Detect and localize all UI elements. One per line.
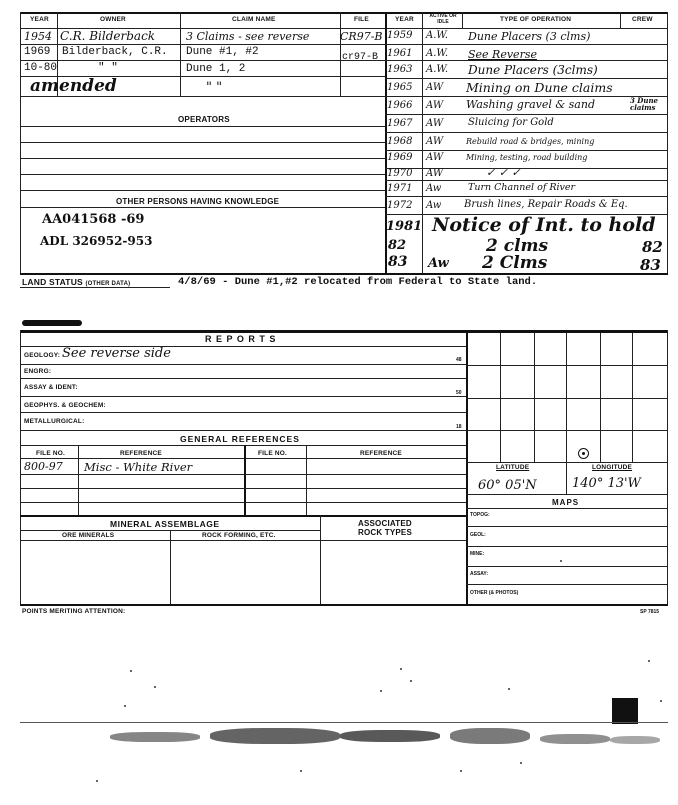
- geology-label: GEOLOGY:: [24, 352, 61, 359]
- op-8-year: 1969: [387, 152, 413, 163]
- ore-minerals-header: ORE MINERALS: [62, 532, 115, 539]
- gr-reference-header: REFERENCE: [120, 450, 162, 457]
- op-7-type: Rebuild road & bridges, mining: [466, 137, 595, 146]
- gr-file-no-header: FILE NO.: [36, 450, 66, 457]
- owner-row-2-claim: Dune #1, #2: [186, 46, 259, 58]
- op-8-type: Mining, testing, road building: [466, 153, 588, 162]
- maps-topog: TOPOG:: [470, 512, 490, 518]
- op-6-status: AW: [426, 118, 444, 129]
- gr-row-file: 800-97: [24, 460, 63, 473]
- longitude-label: LONGITUDE: [592, 464, 633, 471]
- knowledge-item-2: ADL 326952-953: [40, 234, 153, 248]
- owner-row-1-file: CR97-B: [340, 30, 383, 43]
- owner-row-1-year: 1954: [24, 30, 52, 43]
- maps-geol: GEOL:: [470, 532, 486, 538]
- header-owner: OWNER: [100, 16, 126, 23]
- op-7-year: 1968: [387, 136, 413, 147]
- owner-row-3-owner: " ": [98, 62, 118, 74]
- op-13-cont: 82: [642, 238, 663, 256]
- mineral-title: MINERAL ASSEMBLAGE: [110, 519, 220, 529]
- maps-title: MAPS: [552, 498, 580, 507]
- land-status-title: LAND STATUS: [22, 277, 83, 287]
- rock-forming-header: ROCK FORMING, ETC.: [202, 532, 276, 539]
- op-2-status: A.W.: [426, 48, 449, 59]
- owner-row-1-claim: 3 Claims - see reverse: [186, 30, 310, 43]
- land-status-text: 4/8/69 - Dune #1,#2 relocated from Federal to State land.: [178, 276, 538, 288]
- header-claim-name: CLAIM NAME: [232, 16, 276, 23]
- knowledge-item-1: AA041568 -69: [42, 212, 145, 227]
- gr-reference-header-2: REFERENCE: [360, 450, 402, 457]
- op-1-type: Dune Placers (3 clms): [468, 30, 591, 43]
- points-label: POINTS MERITING ATTENTION:: [22, 608, 126, 615]
- land-status-label: [22, 277, 130, 287]
- op-4-type: Mining on Dune claims: [466, 80, 613, 95]
- op-1-status: A.W.: [426, 30, 449, 41]
- owner-row-4-claim: " ": [206, 80, 223, 95]
- op-14-year: 83: [388, 254, 408, 270]
- reports-title: R E P O R T S: [205, 334, 277, 344]
- gr-file-no-header-2: FILE NO.: [258, 450, 288, 457]
- owner-row-2-owner: Bilderback, C.R.: [62, 46, 168, 58]
- owner-row-3-year: 10-80: [24, 62, 58, 74]
- header-year: YEAR: [30, 16, 49, 23]
- owner-row-3-claim: Dune 1, 2: [186, 63, 246, 75]
- reports-num-18: 18: [456, 424, 462, 430]
- op-2-type: See Reverse: [468, 48, 537, 61]
- owner-row-1-owner: C.R. Bilderback: [60, 29, 156, 43]
- op-13-year: 82: [388, 238, 407, 253]
- maps-other: OTHER (& PHOTOS): [470, 590, 519, 596]
- op-8-status: AW: [426, 152, 444, 163]
- op-11-year: 1972: [387, 200, 413, 211]
- op-5-year: 1966: [387, 100, 413, 111]
- header-type-of-operation: TYPE OF OPERATION: [500, 16, 572, 23]
- op-6-year: 1967: [387, 118, 413, 129]
- op-5-type: Washing gravel & sand: [466, 98, 595, 111]
- header-active-idle: ACTIVE OR IDLE: [429, 13, 457, 25]
- reports-num-50: 50: [456, 390, 462, 396]
- geology-value: See reverse side: [62, 346, 171, 361]
- maps-assay: ASSAY:: [470, 571, 489, 577]
- center-dot-icon: [582, 452, 585, 455]
- assoc-rock-line1: ASSOCIATED: [358, 519, 412, 528]
- op-11-type: Brush lines, Repair Roads & Eq.: [464, 199, 628, 210]
- gr-row-reference: Misc - White River: [84, 460, 193, 474]
- header-crew: CREW: [632, 16, 653, 23]
- reports-num-48: 48: [456, 357, 462, 363]
- longitude-value: 140° 13'W: [572, 476, 641, 491]
- op-14-status: Aw: [428, 256, 449, 271]
- metallurgical-label: METALLURGICAL:: [24, 418, 85, 425]
- land-status-sub: (OTHER DATA): [85, 281, 131, 287]
- owner-row-2-file: cr97-B: [342, 52, 379, 63]
- op-1-year: 1959: [387, 30, 413, 41]
- header-file: FILE: [354, 16, 369, 23]
- geophys-label: GEOPHYS. & GEOCHEM:: [24, 402, 106, 409]
- op-4-year: 1965: [387, 82, 413, 93]
- op-5-status: AW: [426, 100, 444, 111]
- operators-label: OPERATORS: [178, 115, 230, 124]
- op-10-type: Turn Channel of River: [468, 182, 576, 193]
- op-9-type: ✓ ✓ ✓: [486, 166, 521, 179]
- op-10-status: Aw: [426, 183, 442, 194]
- op-3-type: Dune Placers (3clms): [468, 63, 598, 77]
- general-refs-title: GENERAL REFERENCES: [180, 434, 300, 444]
- op-5-dune-note: 3 Dune claims: [630, 96, 659, 112]
- op-3-year: 1963: [387, 64, 413, 75]
- owner-row-2-year: 1969: [24, 46, 51, 58]
- form-code: SP 7815: [640, 609, 660, 615]
- engrg-label: ENGRG:: [24, 368, 52, 375]
- op-11-status: Aw: [426, 200, 442, 211]
- op-14-type: 2 Clms: [482, 253, 548, 273]
- op-10-year: 1971: [387, 183, 413, 194]
- op-3-status: A.W.: [426, 64, 449, 75]
- latitude-value: 60° 05'N: [478, 478, 537, 493]
- op-4-status: AW: [426, 82, 444, 93]
- op-6-type: Sluicing for Gold: [468, 117, 554, 128]
- assoc-rock-line2: ROCK TYPES: [358, 528, 413, 537]
- header-year-ops: YEAR: [395, 16, 414, 23]
- op-14-cont: 83: [640, 256, 661, 274]
- op-9-status: AW: [426, 168, 444, 179]
- maps-mine: MINE:: [470, 551, 485, 557]
- op-13-type: 2 clms: [486, 236, 549, 256]
- latitude-label: LATITUDE: [496, 464, 530, 471]
- op-2-year: 1961: [387, 48, 413, 59]
- op-9-year: 1970: [387, 168, 413, 179]
- knowledge-label: OTHER PERSONS HAVING KNOWLEDGE: [116, 197, 280, 206]
- owner-row-4-amended: amended: [30, 76, 117, 96]
- assay-ident-label: ASSAY & IDENT:: [24, 384, 78, 391]
- op-7-status: AW: [426, 136, 444, 147]
- op-12-year: 1981: [386, 219, 423, 234]
- op-12-type: Notice of Int. to hold: [432, 214, 656, 236]
